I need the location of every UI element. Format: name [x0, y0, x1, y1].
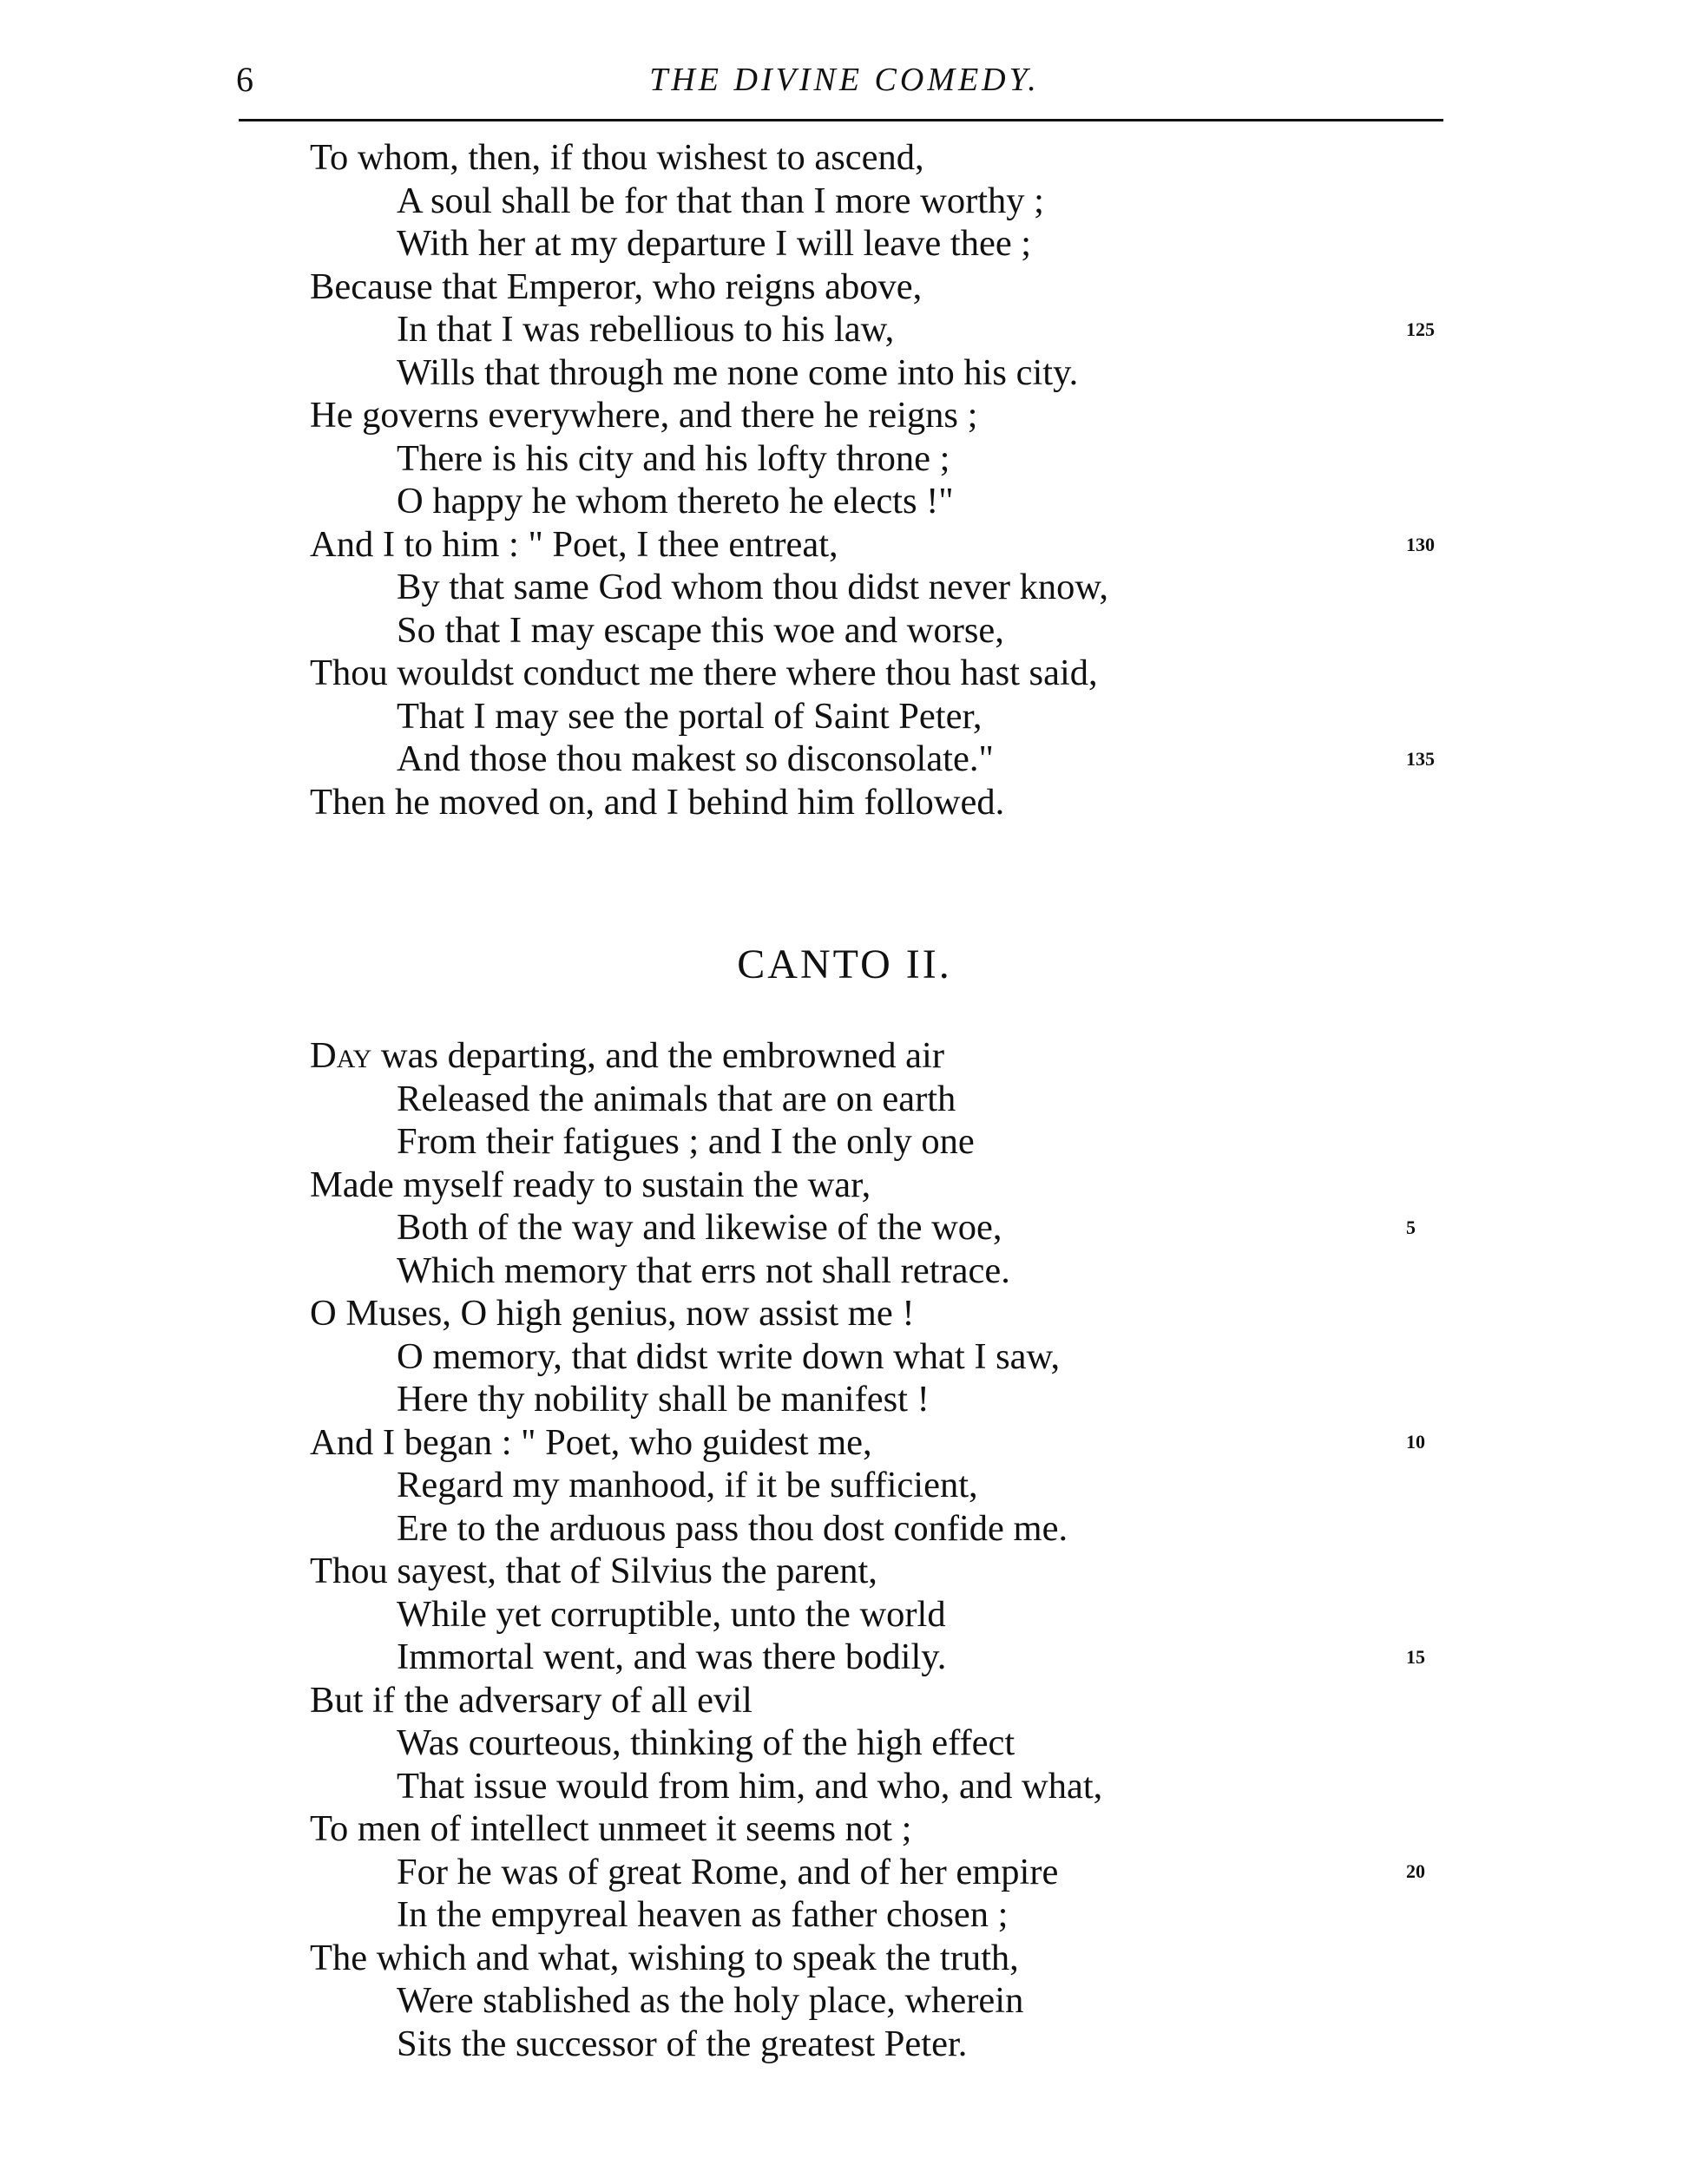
- verse-line: And I to him : " Poet, I thee entreat,: [310, 523, 838, 565]
- verse-line: In the empyreal heaven as father chosen ;: [397, 1894, 1009, 1935]
- running-head: THE DIVINE COMEDY.: [649, 62, 1040, 98]
- verse-line: Released the animals that are on earth: [397, 1078, 956, 1119]
- line-number: 5: [1406, 1217, 1416, 1238]
- line-number: 10: [1406, 1431, 1425, 1453]
- verse-line: So that I may escape this woe and worse,: [397, 609, 1004, 651]
- verse-line: Which memory that errs not shall retrace.: [397, 1249, 1010, 1291]
- verse-line: To men of intellect unmeet it seems not ;: [310, 1808, 912, 1849]
- verse-line: From their fatigues ; and I the only one: [397, 1121, 975, 1162]
- verse-line: Wills that through me none come into his city.: [397, 351, 1079, 393]
- verse-line: Immortal went, and was there bodily.: [397, 1636, 947, 1677]
- verse-line: Both of the way and likewise of the woe,: [397, 1207, 1002, 1248]
- verse-line: For he was of great Rome, and of her empire: [397, 1851, 1059, 1892]
- line-number: 15: [1406, 1646, 1425, 1668]
- verse-line: That issue would from him, and who, and what,: [397, 1765, 1103, 1807]
- verse-line: By that same God whom thou didst never know,: [397, 567, 1108, 607]
- line-number: 135: [1406, 748, 1435, 770]
- verse-line: With her at my departure I will leave thee ;: [397, 223, 1032, 264]
- verse-line: O memory, that didst write down what I saw,: [397, 1335, 1061, 1377]
- page-number: 6: [236, 60, 253, 99]
- drop-cap: D: [310, 1035, 337, 1076]
- verse-line: Made myself ready to sustain the war,: [310, 1164, 871, 1205]
- line-number: 20: [1406, 1860, 1425, 1882]
- verse-line: In that I was rebellious to his law,: [397, 309, 895, 350]
- line-number: 125: [1406, 318, 1435, 340]
- verse-line: A soul shall be for that than I more worthy ;: [397, 180, 1044, 221]
- verse-line: Thou sayest, that of Silvius the parent,: [310, 1551, 877, 1591]
- verse-line: And I began : " Poet, who guidest me,: [310, 1421, 872, 1463]
- verse-line: The which and what, wishing to speak the truth,: [310, 1937, 1019, 1978]
- verse-line: He governs everywhere, and there he reigns ;: [310, 395, 978, 436]
- verse-line-first: [310, 1034, 1377, 1078]
- verse-line: Then he moved on, and I behind him followed.: [310, 781, 1005, 823]
- canto-title: CANTO II.: [737, 941, 952, 987]
- verse-line: While yet corruptible, unto the world: [397, 1593, 946, 1635]
- verse-line: Here thy nobility shall be manifest !: [397, 1379, 930, 1420]
- canto-two-verse: [310, 1034, 1377, 2065]
- verse-line: Because that Emperor, who reigns above,: [310, 266, 923, 307]
- verse-line: To whom, then, if thou wishest to ascend,: [310, 137, 924, 178]
- header-rule: [239, 119, 1443, 121]
- verse-line: Regard my manhood, if it be sufficient,: [397, 1465, 978, 1505]
- verse-line: O Muses, O high genius, now assist me !: [310, 1293, 915, 1334]
- canto-one-verse: [310, 136, 1377, 823]
- first-line-rest: was departing, and the embrowned air: [371, 1035, 944, 1076]
- verse-line: Thou wouldst conduct me there where thou hast said,: [310, 653, 1098, 693]
- first-word-small-caps: ay: [336, 1035, 372, 1076]
- verse-line: Sits the successor of the greatest Peter.: [397, 2023, 968, 2064]
- verse-line: But if the adversary of all evil: [310, 1679, 752, 1721]
- line-number: 130: [1406, 534, 1435, 555]
- verse-line: Were stablished as the holy place, wherein: [397, 1980, 1024, 2021]
- verse-line: There is his city and his lofty throne ;: [397, 437, 950, 479]
- verse-line: And those thou makest so disconsolate.": [397, 738, 994, 779]
- verse-line: That I may see the portal of Saint Peter,: [397, 695, 983, 737]
- verse-line: Ere to the arduous pass thou dost confide me.: [397, 1507, 1068, 1549]
- verse-line: O happy he whom thereto he elects !": [397, 481, 954, 521]
- verse-line: Was courteous, thinking of the high effect: [397, 1722, 1015, 1763]
